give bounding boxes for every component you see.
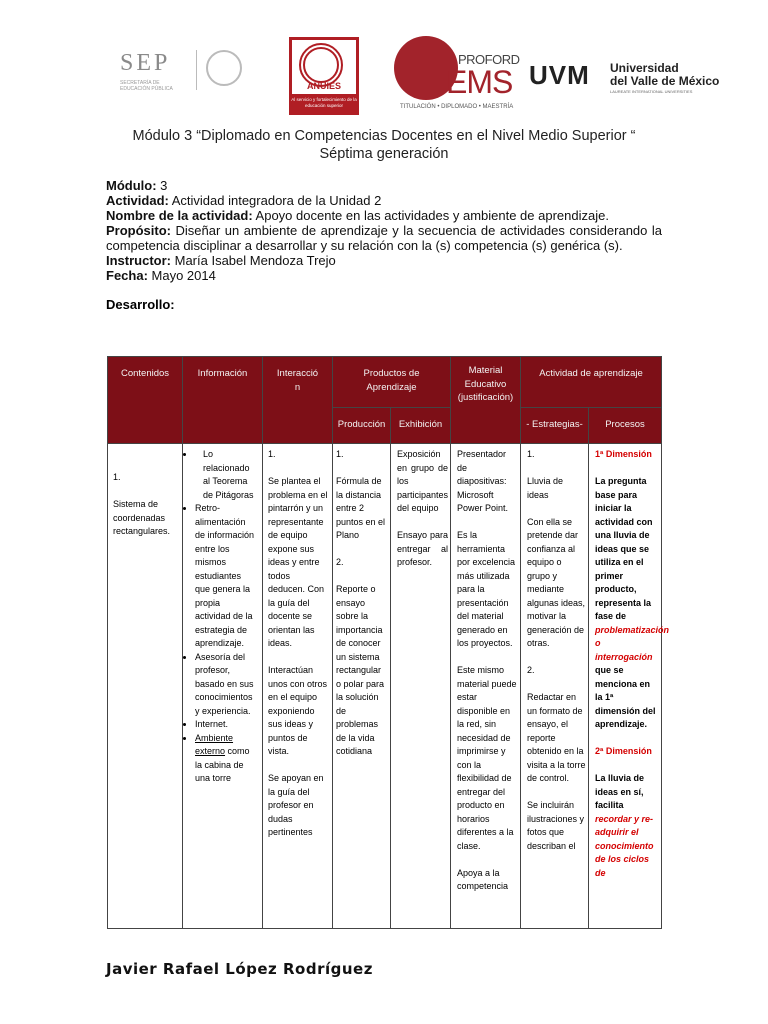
header-material-label: Material Educativo (justificación) [457,365,514,403]
proford-tagline: TITULACIÓN • DIPLOMADO • MAESTRÍA [400,104,514,110]
meta-modulo [106,178,662,193]
anuies-logo [289,37,359,115]
header-interaccion-label: Interacción [276,368,319,393]
list-item [195,651,258,719]
procesos-dimension-1: 1ª Dimensión [595,449,652,459]
header-exhibicion-label: Exhibición [398,419,443,430]
estrategias-content [521,444,588,926]
header-produccion [333,408,391,444]
header-procesos-label: Procesos [605,419,645,430]
estrategias-paragraph-1: Lluvia de ideas [527,476,564,500]
estrategias-number-1: 1. [527,449,535,459]
header-contenidos [108,357,183,444]
meta-proposito [106,223,662,253]
procesos-highlight-2: recordar y re-adquirir el conocimiento de los ciclos de [595,813,654,878]
cell-estrategias [521,444,589,929]
meta-modulo-value: 3 [156,178,168,193]
informacion-list [185,448,258,786]
produccion-paragraph-1: Fórmula de la distancia entre 2 puntos en el Plano [336,476,386,540]
procesos-highlight-1: problematización o interrogación [595,624,670,662]
meta-actividad [106,193,662,208]
document-title [106,127,662,163]
meta-instructor [106,253,662,268]
proford-logo-text: PROFORD [458,52,520,67]
list-item [195,502,258,651]
logo-header [0,30,768,120]
cell-interaccion [263,444,333,929]
header-productos [333,357,451,408]
exhibicion-paragraph-2: Ensayo para entregar al profesor. [397,530,448,567]
cell-contenidos [108,444,183,929]
uvm-mark: UVM [529,60,590,90]
interaccion-content [263,444,332,926]
anuies-tagline: Al servicio y fortalecimiento de la educación superior [289,97,359,115]
meta-nombre-label: Nombre de la actividad: [106,208,253,223]
estrategias-paragraph-4: Se incluirán ilustraciones y fotos que describan el [527,800,585,851]
uvm-logo [527,56,720,96]
informacion-item-2: • Retro-alimentación de información entre los mismos estudiantes que genera la propia actividad de la estrategia de aprendizaje. [195,503,255,648]
cell-procesos [589,444,670,929]
produccion-paragraph-2: Reporte o ensayo sobre la importancia de conocer un sistema rectangular o polar para la solución de problemas de la vida cotidiana [336,584,385,756]
cell-material [451,444,521,929]
meta-instructor-label: Instructor: [106,253,171,268]
header-material [451,357,521,444]
uvm-name-line2: del Valle de México [610,74,720,88]
anuies-logo-text: ANUIES [306,81,341,91]
exhibicion-content [391,444,450,570]
list-item [195,732,258,786]
produccion-number-2: 2. [336,557,344,567]
material-paragraph-3: Este mismo material puede estar disponible en la red, sin necesidad de imprimirse y con la flexibilidad de entregar del producto en horarios diferentes a la clase. [457,665,517,851]
cell-produccion [333,444,391,929]
ems-logo-text: EMS [446,64,513,100]
material-paragraph-2: Es la herramienta por excelencia más utilizada para la presentación del material generado en los proyectos. [457,530,516,648]
estrategias-paragraph-2: Con ella se pretende dar confianza al equipo o grupo y mediante algunas ideas, motivar la generación de otras. [527,516,586,648]
divider [196,50,197,90]
proford-ems-logo [392,34,520,118]
header-produccion-label: Producción [337,419,386,430]
meta-fecha [106,268,662,283]
sep-logo [106,48,248,92]
national-seal-icon [206,50,242,86]
contenidos-content [108,444,182,539]
meta-actividad-label: Actividad: [106,193,169,208]
header-productos-label: Productos de Aprendizaje [363,368,420,393]
meta-proposito-label: Propósito: [106,223,171,238]
informacion-item-4: • Internet. [195,719,229,729]
header-procesos [589,408,662,444]
produccion-number-1: 1. [336,449,344,459]
meta-proposito-value: Diseñar un ambiente de aprendizaje y la secuencia de actividades considerando la competencia disciplinar a desarrollar y su relación con la (s) competencia (s) genérica (s). [106,223,662,253]
header-interaccion [263,357,333,444]
meta-instructor-value: María Isabel Mendoza Trejo [171,253,336,268]
material-content [451,444,520,926]
learning-plan-table [107,356,670,929]
title-line-1: Módulo 3 “Diplomado en Competencias Docentes en el Nivel Medio Superior “ [132,128,636,144]
author-name: Javier Rafael López Rodríguez [106,960,373,978]
produccion-content [333,444,390,926]
uvm-name-line1: Universidad [610,61,679,75]
cell-exhibicion [391,444,451,929]
interaccion-paragraph-3: Se apoyan en la guía del profesor en dudas pertinentes [268,773,324,837]
interaccion-number: 1. [268,449,276,459]
exhibicion-paragraph-1: Exposición en grupo de los participantes del equipo [397,449,449,513]
activity-metadata [106,178,662,283]
title-line-2: Séptima generación [319,146,449,162]
interaccion-paragraph-1: Se plantea el problema en el pintarrón y un representante de equipo expone sus ideas y entre todos deducen. Con la guía del docente se orientan las ideas. [268,476,328,648]
header-informacion [183,357,263,444]
header-actividad [521,357,662,408]
header-estrategias [521,408,589,444]
meta-nombre-value: Apoyo docente en las actividades y ambiente de aprendizaje. [252,208,609,223]
list-item [195,448,258,502]
header-contenidos-label: Contenidos [120,368,170,379]
material-paragraph-1: Presentador de diapositivas: Microsoft Power Point. [457,449,509,513]
desarrollo-heading: Desarrollo: [106,297,175,312]
material-paragraph-4: Apoya a la competencia [457,867,509,891]
cell-informacion [183,444,263,929]
sep-logo-subtitle: SECRETARÍA DE EDUCACIÓN PÚBLICA [120,80,173,92]
header-exhibicion [391,408,451,444]
procesos-dimension-2: 2ª Dimensión [595,746,652,756]
contenidos-number: 1. [113,472,121,482]
header-estrategias-label: - Estrategias- [526,419,583,430]
informacion-item-5-link: Ambiente externo [195,732,234,756]
header-actividad-label: Actividad de aprendizaje [539,368,643,379]
meta-nombre [106,208,662,223]
sep-logo-text: SEP [120,50,171,76]
estrategias-paragraph-3: Redactar en un formato de ensayo, el reporte obtenido en la visita a la torre de control. [527,692,586,783]
informacion-item-1: • Lo relacionado al Teorema de Pitágoras [203,449,254,500]
informacion-item-3: • Asesoría del profesor, basado en sus conocimientos y experiencia. [195,651,254,716]
meta-fecha-value: Mayo 2014 [147,268,216,283]
contenidos-text: Sistema de coordenadas rectangulares. [113,499,171,536]
procesos-paragraph-1b: que se menciona en la 1ª dimensión del aprendizaje. [595,665,656,729]
interaccion-paragraph-2: Interactúan unos con otros en el equipo exponiendo sus ideas y puntos de vista. [268,665,328,756]
header-informacion-label: Información [197,368,248,379]
procesos-paragraph-1a: La pregunta base para iniciar la actividad con una lluvia de ideas que se utiliza en el primer producto, representa la fase de [595,476,653,621]
procesos-content [589,444,670,926]
meta-actividad-value: Actividad integradora de la Unidad 2 [168,193,382,208]
procesos-paragraph-2a: La lluvia de ideas en sí, facilita [595,773,645,810]
meta-fecha-label: Fecha: [106,268,148,283]
informacion-item-5: como la cabina de una torre [195,746,250,783]
uvm-name-line3: LAUREATE INTERNATIONAL UNIVERSITIES [610,89,693,94]
meta-modulo-label: Módulo: [106,178,157,193]
informacion-content [183,444,262,926]
list-item [195,718,258,732]
estrategias-number-2: 2. [527,665,535,675]
